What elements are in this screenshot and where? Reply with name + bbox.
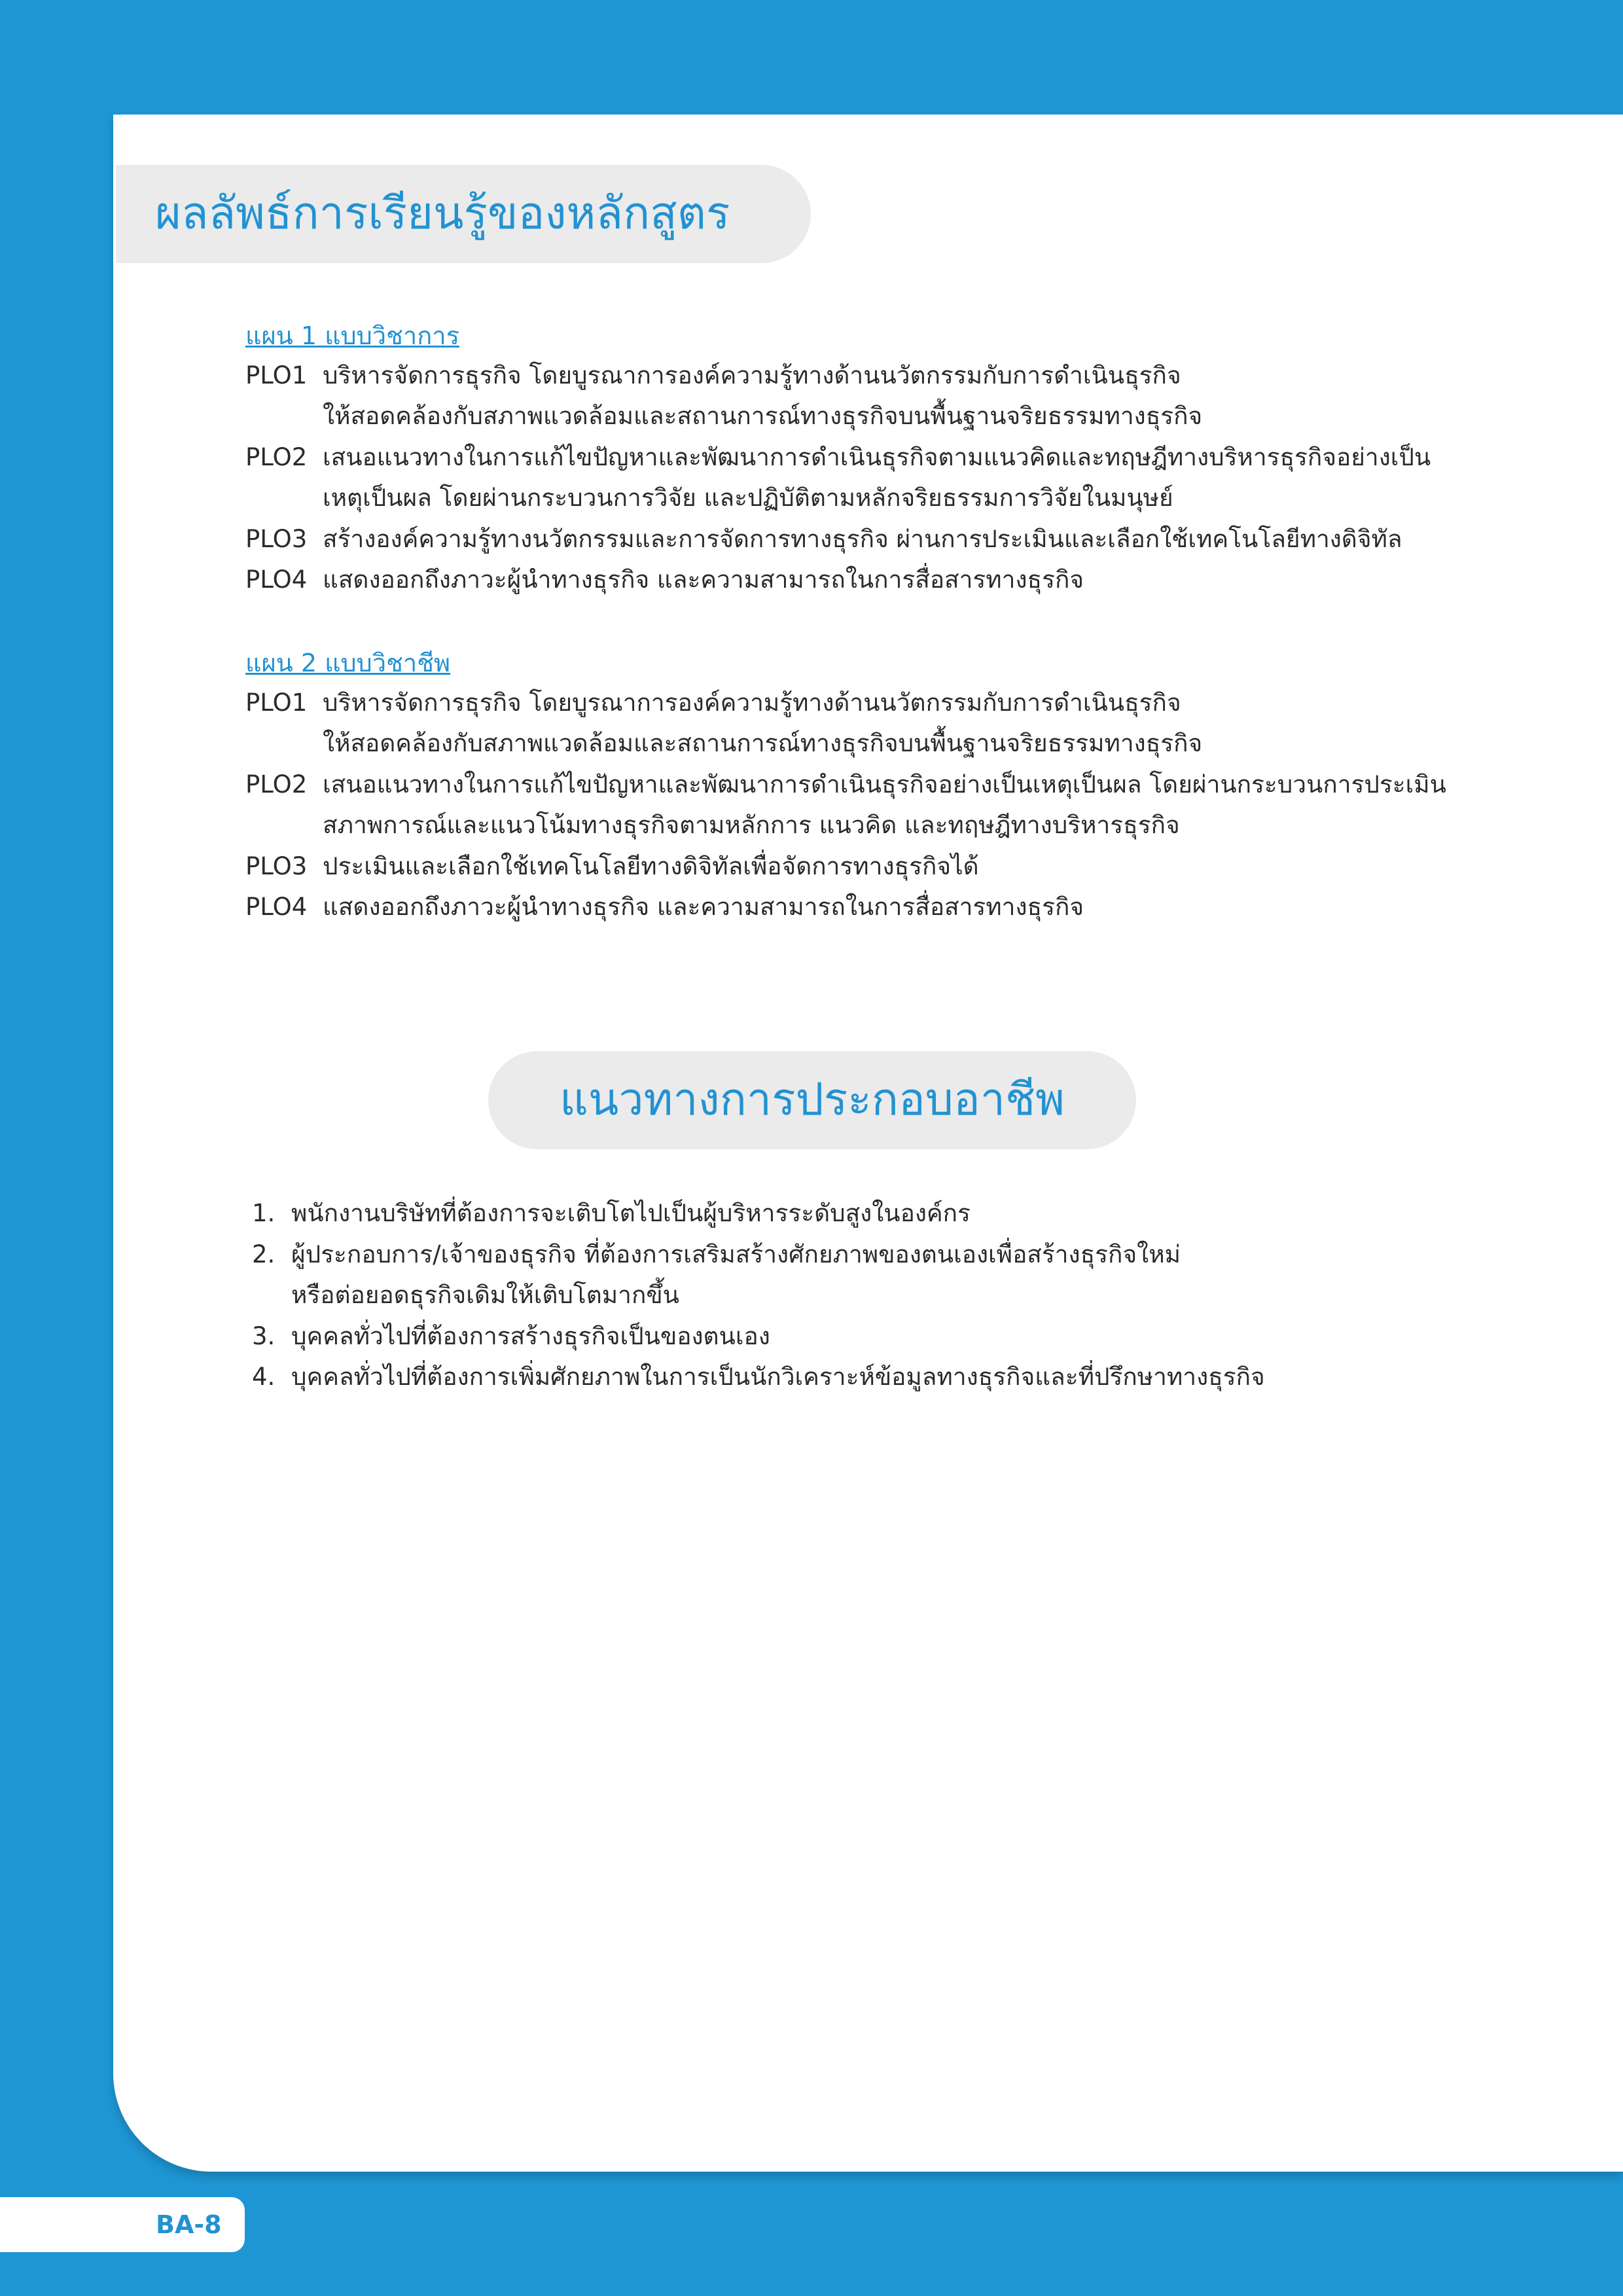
plan-2-heading: แผน 2 แบบวิชาชีพ: [245, 649, 451, 677]
plo-code: PLO3: [245, 525, 308, 553]
plo-code: PLO2: [245, 770, 308, 798]
list-text: พนักงานบริษัทที่ต้องการจะเติบโตไปเป็นผู้บริหารระดับสูงในองค์กร: [291, 1199, 971, 1227]
plo-text: เหตุเป็นผล โดยผ่านกระบวนการวิจัย และปฏิบัติตามหลักจริยธรรมการวิจัยในมนุษย์: [323, 484, 1173, 512]
list-text: ผู้ประกอบการ/เจ้าของธุรกิจ ที่ต้องการเสริมสร้างศักยภาพของตนเองเพื่อสร้างธุรกิจใหม่: [291, 1240, 1181, 1268]
plo-code: PLO1: [245, 361, 308, 389]
plo-text: ประเมินและเลือกใช้เทคโนโลยีทางดิจิทัลเพื่อจัดการทางธุรกิจได้: [323, 852, 979, 880]
page-title: ผลลัพธ์การเรียนรู้ของหลักสูตร: [155, 188, 730, 240]
plo-text: สร้างองค์ความรู้ทางนวัตกรรมและการจัดการทางธุรกิจ ผ่านการประเมินและเลือกใช้เทคโนโลยีทางดิจิทัล: [323, 525, 1402, 553]
list-number: 2.: [252, 1240, 276, 1268]
plo-text: บริหารจัดการธุรกิจ โดยบูรณาการองค์ความรู้ทางด้านนวัตกรรมกับการดำเนินธุรกิจ: [323, 689, 1181, 717]
plo-code: PLO4: [245, 565, 308, 594]
plo-text: เสนอแนวทางในการแก้ไขปัญหาและพัฒนาการดำเนินธุรกิจอย่างเป็นเหตุเป็นผล โดยผ่านกระบวนการประเมิน: [323, 770, 1446, 798]
list-number: 3.: [252, 1322, 276, 1350]
page-number: BA-8: [156, 2210, 222, 2239]
plo-text: บริหารจัดการธุรกิจ โดยบูรณาการองค์ความรู้ทางด้านนวัตกรรมกับการดำเนินธุรกิจ: [323, 361, 1181, 389]
list-text: บุคคลทั่วไปที่ต้องการสร้างธุรกิจเป็นของตนเอง: [291, 1322, 770, 1350]
section-title-pill: [116, 165, 811, 263]
plo-text: ให้สอดคล้องกับสภาพแวดล้อมและสถานการณ์ทางธุรกิจบนพื้นฐานจริยธรรมทางธุรกิจ: [323, 402, 1203, 430]
list-number: 1.: [252, 1199, 276, 1227]
list-text: บุคคลทั่วไปที่ต้องการเพิ่มศักยภาพในการเป็นนักวิเคราะห์ข้อมูลทางธุรกิจและที่ปรึกษาทางธุรกิจ: [291, 1363, 1265, 1391]
plo-code: PLO4: [245, 893, 308, 921]
plo-text: เสนอแนวทางในการแก้ไขปัญหาและพัฒนาการดำเนินธุรกิจตามแนวคิดและทฤษฎีทางบริหารธุรกิจอย่างเป็น: [323, 443, 1431, 471]
plo-code: PLO3: [245, 852, 308, 880]
list-number: 4.: [252, 1363, 276, 1391]
plan-1-heading: แผน 1 แบบวิชาการ: [245, 321, 460, 350]
list-text: หรือต่อยอดธุรกิจเดิมให้เติบโตมากขึ้น: [291, 1281, 679, 1309]
plo-code: PLO2: [245, 443, 308, 471]
plo-text: แสดงออกถึงภาวะผู้นำทางธุรกิจ และความสามารถในการสื่อสารทางธุรกิจ: [323, 893, 1084, 921]
plo-text: ให้สอดคล้องกับสภาพแวดล้อมและสถานการณ์ทางธุรกิจบนพื้นฐานจริยธรรมทางธุรกิจ: [323, 729, 1203, 757]
plo-code: PLO1: [245, 689, 308, 717]
plo-text: แสดงออกถึงภาวะผู้นำทางธุรกิจ และความสามารถในการสื่อสารทางธุรกิจ: [323, 565, 1084, 594]
career-title: แนวทางการประกอบอาชีพ: [560, 1074, 1065, 1126]
plo-text: สภาพการณ์และแนวโน้มทางธุรกิจตามหลักการ แนวคิด และทฤษฎีทางบริหารธุรกิจ: [323, 811, 1180, 839]
page-number-tab: [0, 2197, 245, 2252]
career-title-pill: [488, 1051, 1136, 1149]
